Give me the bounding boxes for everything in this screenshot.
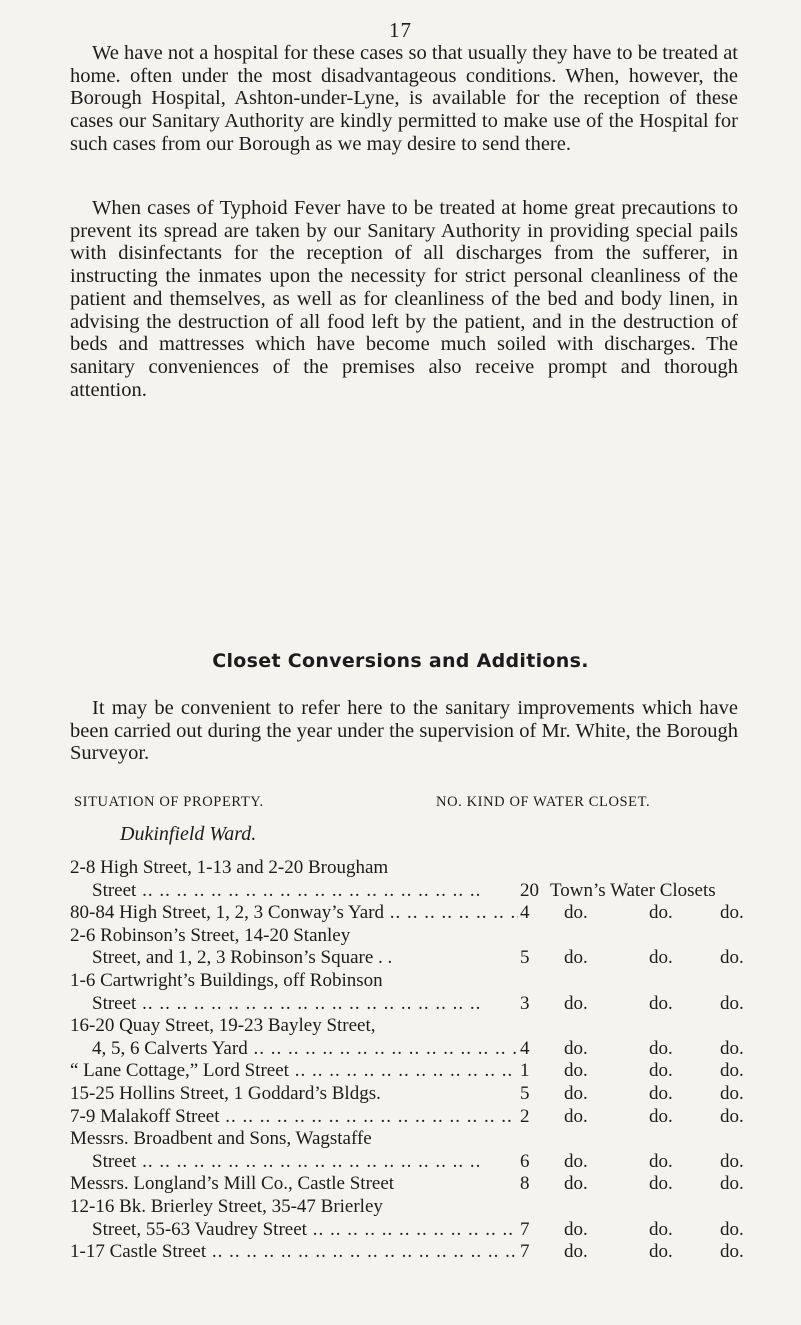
- closet-count: 20: [520, 879, 539, 901]
- ditto-mark: do.: [564, 1060, 588, 1082]
- ditto-mark: do.: [720, 1105, 744, 1127]
- closet-count: 8: [520, 1173, 530, 1195]
- ditto-mark: do.: [649, 1241, 673, 1263]
- ditto-mark: do.: [649, 1037, 673, 1059]
- property-location: 12-16 Bk. Brierley Street, 35-47 Brierley: [70, 1196, 383, 1217]
- ditto-mark: do.: [720, 1150, 744, 1172]
- closet-count: 7: [520, 1218, 530, 1240]
- property-location: “ Lane Cottage,” Lord Street .. ..: [70, 1059, 518, 1082]
- closet-count: 5: [520, 1083, 530, 1104]
- closet-count: 1: [520, 1060, 530, 1082]
- ditto-mark: do.: [564, 1037, 588, 1059]
- ditto-mark: do.: [649, 1060, 673, 1082]
- ditto-mark: do.: [649, 902, 673, 924]
- ditto-mark: do.: [649, 1150, 673, 1172]
- ditto-mark: do.: [720, 1083, 744, 1104]
- ditto-mark: do.: [720, 1218, 744, 1240]
- closet-kind: Town’s Water Closets: [550, 879, 716, 901]
- property-location: 7-9 Malakoff Street .. ..: [70, 1105, 518, 1128]
- property-location-continued: 4, 5, 6 Calverts Yard .. ..: [92, 1037, 518, 1060]
- section-heading: Closet Conversions and Additions.: [212, 650, 589, 672]
- ditto-mark: do.: [720, 1037, 744, 1059]
- property-location-continued: Street .. ..: [92, 879, 518, 902]
- ditto-mark: do.: [649, 1173, 673, 1195]
- page-number: 17: [389, 18, 412, 42]
- property-location: 2-8 High Street, 1-13 and 2-20 Brougham: [70, 857, 389, 878]
- ditto-mark: do.: [564, 1083, 588, 1104]
- closet-count: 5: [520, 947, 530, 969]
- column-header-kind: NO. KIND OF WATER CLOSET.: [436, 794, 651, 810]
- ditto-mark: do.: [720, 902, 744, 924]
- paragraph-intro: It may be convenient to refer here to the sanitary improvements which have been carried out during the year under the supervision of Mr. White, the Borough Surveyor.: [70, 697, 738, 765]
- property-location: 16-20 Quay Street, 19-23 Bayley Street,: [70, 1015, 376, 1037]
- ditto-mark: do.: [720, 992, 744, 1014]
- ditto-mark: do.: [720, 1241, 744, 1263]
- property-location-continued: Street, 55-63 Vaudrey Street .. ..: [92, 1218, 518, 1241]
- ditto-mark: do.: [564, 1241, 588, 1263]
- paragraph-hospital: We have not a hospital for these cases so that usually they have to be treated at home. often under the most disadvantageous conditions. When, however, the Borough Hospital, Ashton-under-Lyne, is available for the reception of these cases our Sanitary Authority are kindly permitted to make use of the Hospital for such cases from our Borough as we may desire to send there.: [70, 42, 738, 155]
- ditto-mark: do.: [649, 992, 673, 1014]
- closet-count: 4: [520, 902, 530, 924]
- property-location: 2-6 Robinson’s Street, 14-20 Stanley: [70, 924, 351, 946]
- closet-count: 2: [520, 1105, 530, 1127]
- ditto-mark: do.: [564, 1105, 588, 1127]
- ditto-mark: do.: [564, 1173, 588, 1195]
- property-location: 1-6 Cartwright’s Buildings, off Robinson: [70, 970, 383, 991]
- ditto-mark: do.: [649, 1105, 673, 1127]
- ditto-mark: do.: [564, 947, 588, 969]
- ditto-mark: do.: [720, 947, 744, 969]
- property-location: 1-17 Castle Street .. ..: [70, 1240, 518, 1263]
- ditto-mark: do.: [720, 1060, 744, 1082]
- property-location-continued: Street .. ..: [92, 1150, 518, 1173]
- ditto-mark: do.: [564, 1218, 588, 1240]
- ditto-mark: do.: [649, 947, 673, 969]
- property-location: 80-84 High Street, 1, 2, 3 Conway’s Yard .. ..: [70, 901, 518, 924]
- property-location: Messrs. Longland’s Mill Co., Castle Street: [70, 1173, 395, 1195]
- ditto-mark: do.: [720, 1173, 744, 1195]
- property-location-continued: Street .. ..: [92, 992, 518, 1015]
- property-location: Messrs. Broadbent and Sons, Wagstaffe: [70, 1128, 372, 1150]
- ditto-mark: do.: [649, 1083, 673, 1104]
- closet-count: 7: [520, 1241, 530, 1263]
- paragraph-typhoid: When cases of Typhoid Fever have to be treated at home great precautions to prevent its spread are taken by our Sanitary Authority in providing special pails with disinfectants for the reception of all discharges from the sufferer, in instructing the inmates upon the necessity for strict personal cleanliness of the patient and themselves, as well as for cleanliness of the bed and body linen, in advising the destruction of all food left by the patient, and in the destruction of beds and mattresses which have become much soiled with discharges. The sanitary conveniences of the premises also receive prompt and thorough attention.: [70, 197, 738, 401]
- ditto-mark: do.: [564, 992, 588, 1014]
- ditto-mark: do.: [649, 1218, 673, 1240]
- ditto-mark: do.: [564, 1150, 588, 1172]
- column-header-situation: SITUATION OF PROPERTY.: [74, 794, 264, 810]
- closet-count: 4: [520, 1037, 530, 1059]
- closet-count: 3: [520, 992, 530, 1014]
- property-location: 15-25 Hollins Street, 1 Goddard’s Bldgs.: [70, 1083, 381, 1104]
- property-location-continued: Street, and 1, 2, 3 Robinson’s Square . .: [92, 947, 393, 969]
- closet-count: 6: [520, 1150, 530, 1172]
- ditto-mark: do.: [564, 902, 588, 924]
- ward-title: Dukinfield Ward.: [120, 823, 257, 845]
